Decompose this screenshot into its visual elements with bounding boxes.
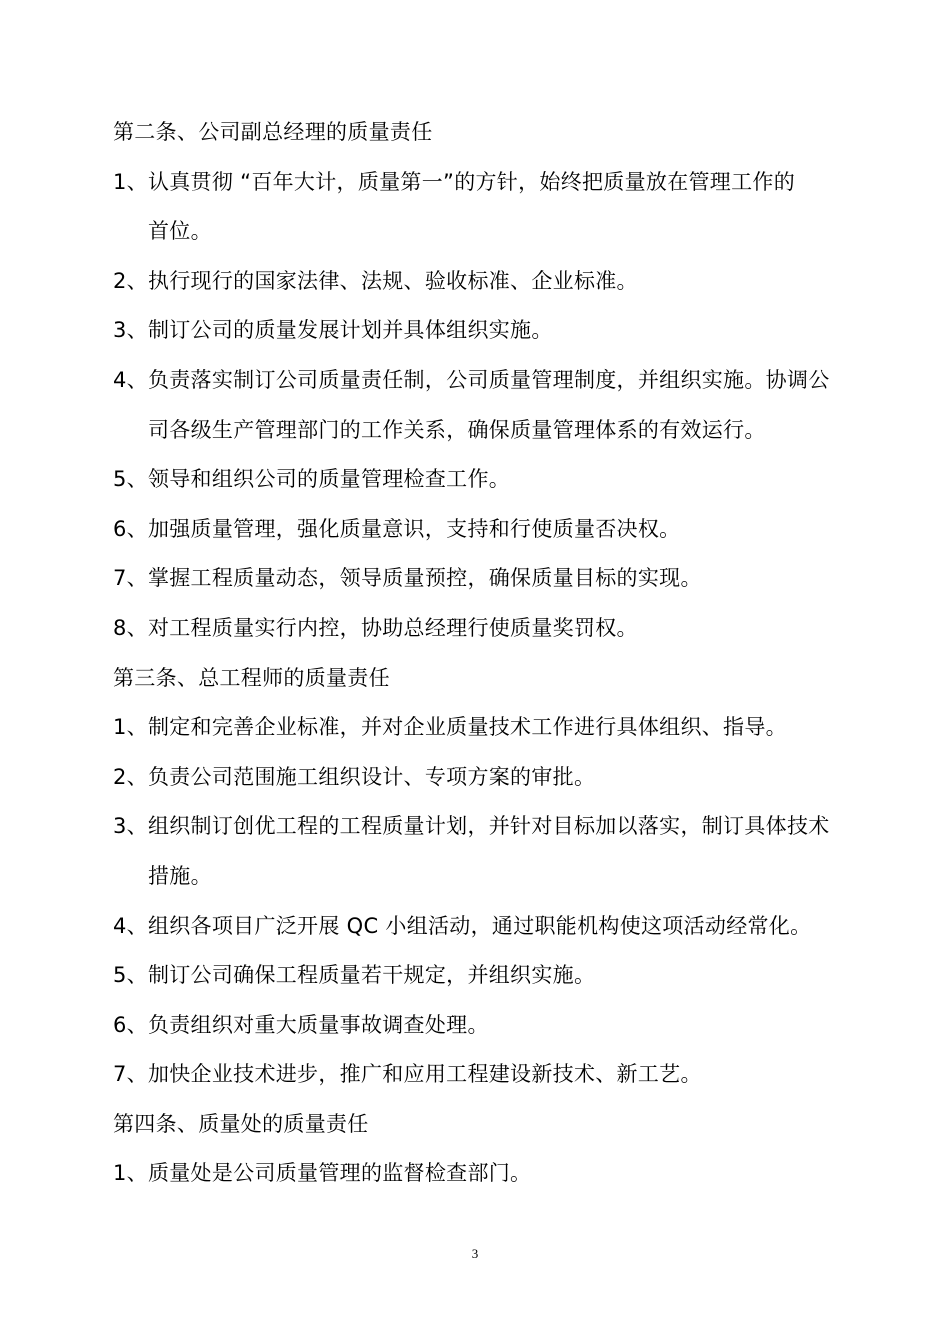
paragraph-continuation: 措施。 [148, 863, 212, 888]
paragraph-line: 4、组织各项目广泛开展 QC 小组活动，通过职能机构使这项活动经常化。 [113, 913, 812, 938]
paragraph-line: 2、执行现行的国家法律、法规、验收标准、企业标准。 [113, 268, 638, 293]
section-heading: 第三条、总工程师的质量责任 [113, 665, 390, 690]
paragraph-line: 5、制订公司确保工程质量若干规定，并组织实施。 [113, 963, 596, 988]
paragraph-line: 1、制定和完善企业标准，并对企业质量技术工作进行具体组织、指导。 [113, 715, 787, 740]
paragraph-line: 7、加快企业技术进步，推广和应用工程建设新技术、新工艺。 [113, 1062, 702, 1087]
page-number: 3 [471, 1246, 479, 1261]
paragraph-line: 6、加强质量管理，强化质量意识，支持和行使质量否决权。 [113, 516, 681, 541]
paragraph-continuation: 司各级生产管理部门的工作关系，确保质量管理体系的有效运行。 [148, 417, 766, 442]
document-body [113, 108, 865, 1199]
paragraph-continuation: 首位。 [148, 219, 212, 244]
paragraph-line: 8、对工程质量实行内控，协助总经理行使质量奖罚权。 [113, 615, 638, 640]
paragraph-line: 3、制订公司的质量发展计划并具体组织实施。 [113, 318, 553, 343]
paragraph-line: 6、负责组织对重大质量事故调查处理。 [113, 1012, 489, 1037]
paragraph-line: 4、负责落实制订公司质量责任制，公司质量管理制度，并组织实施。协调公 [113, 367, 830, 392]
paragraph-line: 2、负责公司范围施工组织设计、专项方案的审批。 [113, 764, 596, 789]
paragraph-line: 7、掌握工程质量动态，领导质量预控，确保质量目标的实现。 [113, 566, 702, 591]
paragraph-line: 1、质量处是公司质量管理的监督检查部门。 [113, 1161, 532, 1186]
section-heading: 第二条、公司副总经理的质量责任 [113, 120, 433, 144]
section-heading: 第四条、质量处的质量责任 [113, 1111, 369, 1136]
paragraph-line: 3、组织制订创优工程的工程质量计划，并针对目标加以落实，制订具体技术 [113, 814, 830, 839]
paragraph-line: 1、认真贯彻 “百年大计，质量第一”的方针，始终把质量放在管理工作的 [113, 169, 795, 194]
paragraph-line: 5、领导和组织公司的质量管理检查工作。 [113, 467, 511, 492]
